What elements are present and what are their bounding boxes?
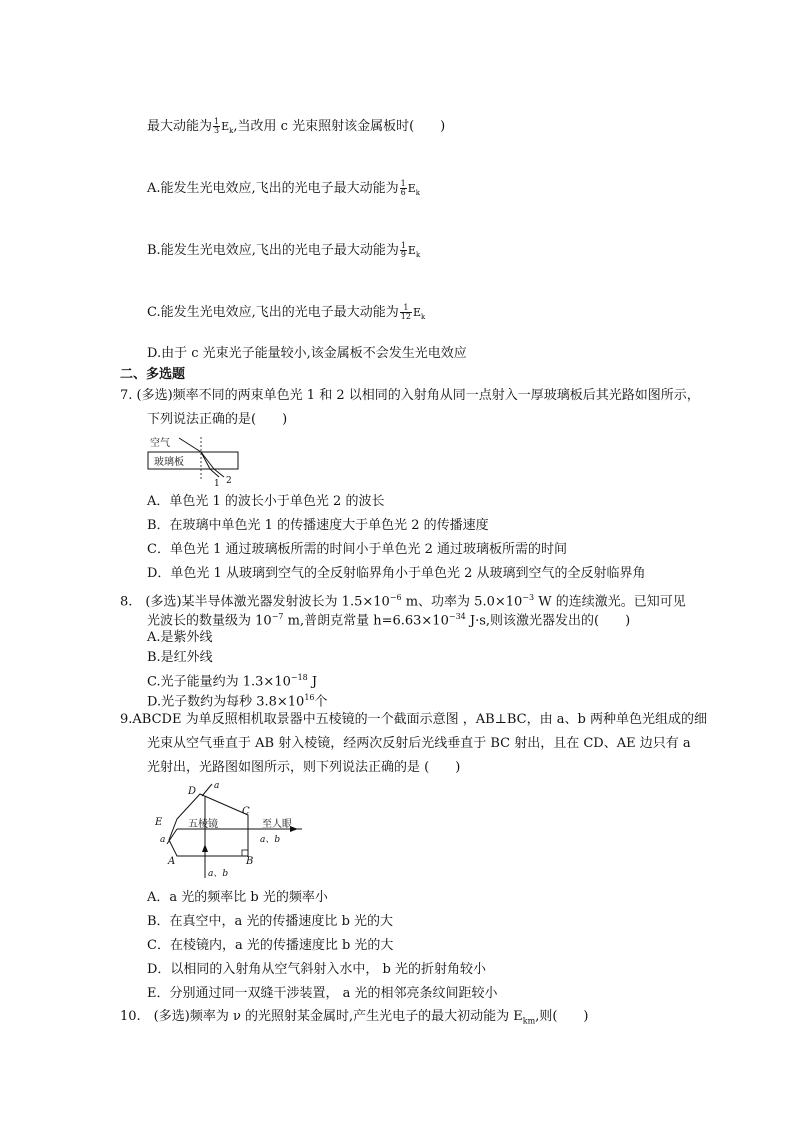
label-air: 空气 bbox=[150, 438, 170, 449]
fraction-one-third: $\frac{1}{3}$ bbox=[214, 117, 220, 135]
label-prism: 五棱镜 bbox=[188, 819, 218, 830]
label-ray-2: 2 bbox=[226, 476, 232, 486]
label-to-eye: 至人眼 bbox=[262, 819, 292, 830]
label-ab-bottom: a、b bbox=[208, 869, 229, 879]
exit-ray-1 bbox=[210, 469, 219, 477]
label-ab-right: a、b bbox=[260, 835, 281, 845]
q8-stem-line2: 光波长的数量级为 $10^{-7}$ m,普朗克常量 $h=6.63\times 10^{-34}$ J·s,则该激光器发出的( ) bbox=[147, 612, 631, 629]
q9-option-d: D．以相同的入射角从空气斜射入水中， b 光的折射角较小 bbox=[147, 962, 487, 977]
fraction-one-sixth: $\frac{1}{6}$ bbox=[400, 179, 406, 197]
ek-symbol: $E_k$ bbox=[407, 182, 421, 198]
q10-stem: 10. (多选)频率为 ν 的光照射某金属时,产生光电子的最大初动能为 $E_{km}$,则( ) bbox=[120, 1009, 589, 1026]
q6-option-b: B.能发生光电效应,飞出的光电子最大动能为 $\frac{1}{9}$ $E_k$ bbox=[147, 241, 421, 260]
label-a-top: a bbox=[214, 781, 220, 791]
q9-option-e: E．分别通过同一双缝干涉装置， a 光的相邻亮条纹间距较小 bbox=[147, 986, 498, 1001]
fraction-one-ninth: $\frac{1}{9}$ bbox=[400, 241, 406, 259]
q7-stem-line1: 7. (多选)频率不同的两束单色光 1 和 2 以相同的入射角从同一点射入一厚玻璃板后其光路如图所示， bbox=[120, 388, 700, 403]
q8-stem-line1: 8. (多选)某半导体激光器发射波长为 $1.5\times 10^{-6}$ m、功率为 $5.0\times 10^{-3}$ W 的连续激光。已知可见 bbox=[120, 593, 686, 610]
section-title: 二、多选题 bbox=[120, 367, 186, 382]
refracted-ray-2 bbox=[201, 452, 214, 469]
q7-option-b: B．在玻璃中单色光 1 的传播速度大于单色光 2 的传播速度 bbox=[147, 518, 489, 533]
q8-option-d: D.光子数约为每秒 $3.8\times 10^{16}$个 bbox=[147, 693, 328, 710]
q9-option-a: A．a 光的频率比 b 光的频率小 bbox=[147, 890, 328, 905]
q7-option-c: C．单色光 1 通过玻璃板所需的时间小于单色光 2 通过玻璃板所需的时间 bbox=[147, 542, 568, 557]
q9-option-b: B．在真空中，a 光的传播速度比 b 光的大 bbox=[147, 914, 394, 929]
q7-option-d: D．单色光 1 从玻璃到空气的全反射临界角小于单色光 2 从玻璃到空气的全反射临界角 bbox=[147, 566, 646, 581]
label-vertex-c: C bbox=[242, 806, 250, 817]
q7-stem-line2: 下列说法正确的是( ) bbox=[147, 412, 288, 427]
label-vertex-e: E bbox=[155, 817, 163, 828]
q6-option-a: A.能发生光电效应,飞出的光电子最大动能为 $\frac{1}{6}$ $E_k$ bbox=[147, 179, 421, 198]
q6-option-c: C.能发生光电效应,飞出的光电子最大动能为 $\frac{1}{12}$ $E_k$ bbox=[147, 303, 426, 322]
q7-option-a: A．单色光 1 的波长小于单色光 2 的波长 bbox=[147, 494, 385, 509]
ray-a-top-exit bbox=[202, 784, 212, 796]
q8-option-a: A.是紫外线 bbox=[147, 630, 213, 645]
q8-option-b: B.是红外线 bbox=[147, 650, 213, 665]
fraction-one-twelfth: $\frac{1}{12}$ bbox=[400, 303, 411, 321]
label-a-left: a bbox=[160, 835, 166, 845]
q9-option-c: C．在棱镜内，a 光的传播速度比 b 光的大 bbox=[147, 938, 394, 953]
label-vertex-b: B bbox=[246, 856, 254, 867]
label-vertex-d: D bbox=[188, 786, 197, 797]
label-vertex-a: A bbox=[168, 856, 176, 867]
label-glass: 玻璃板 bbox=[154, 457, 184, 468]
ek-symbol: $E_k$ bbox=[221, 120, 234, 136]
q7-glass-figure bbox=[146, 434, 246, 489]
q9-stem-line1: 9.ABCDE 为单反照相机取景器中五棱镜的一个截面示意图 ，AB⊥BC，由 a、b 两种单色光组成的细 bbox=[120, 712, 707, 727]
q9-stem-line2: 光束从空气垂直于 AB 射入棱镜，经两次反射后光线垂直于 BC 射出，且在 CD、AE 边只有 a bbox=[147, 736, 691, 751]
arrow-up-icon bbox=[202, 844, 208, 852]
q9-stem-line3: 光射出，光路图如图所示，则下列说法正确的是 ( ) bbox=[147, 760, 461, 775]
label-ray-1: 1 bbox=[214, 479, 220, 489]
ek-symbol: $E_k$ bbox=[412, 306, 426, 322]
incident-ray bbox=[179, 438, 201, 452]
ek-symbol: $E_k$ bbox=[407, 244, 421, 260]
q6-option-d: D.由于 c 光束光子能量较小,该金属板不会发生光电效应 bbox=[147, 346, 467, 361]
q9-prism-figure bbox=[150, 782, 310, 878]
q8-option-c: C.光子能量约为 $1.3\times 10^{-18}$ J bbox=[147, 673, 318, 690]
exit-ray-2 bbox=[214, 469, 224, 477]
q6-stem-tail: 最大动能为 $\frac{1}{3}$ $E_k$,当改用 c 光束照射该金属板时( ) bbox=[147, 117, 446, 136]
